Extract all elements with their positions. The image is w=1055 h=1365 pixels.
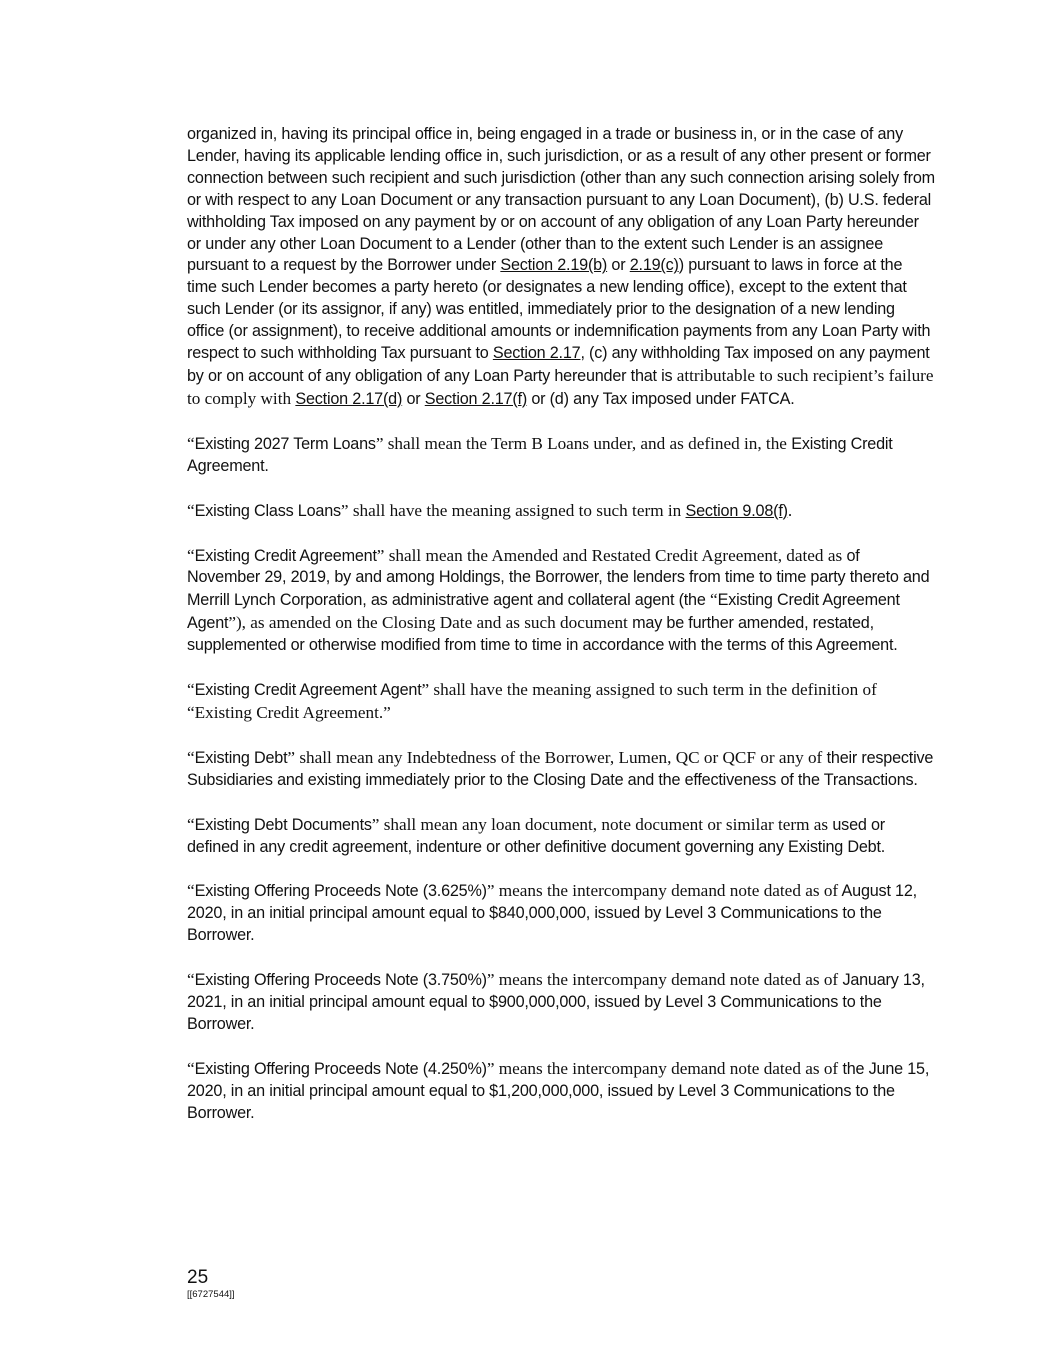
definition-existing-2027-term-loans bbox=[187, 433, 935, 478]
section-reference: Section 9.08(f) bbox=[685, 501, 788, 520]
definition-existing-class-loans bbox=[187, 500, 935, 523]
text-run: Existing Credit Agreement Agent bbox=[194, 681, 422, 700]
page-number: 25 bbox=[187, 1267, 209, 1288]
text-run: ” means the intercompany demand note dated as of bbox=[486, 881, 839, 901]
text-run: “ bbox=[187, 747, 195, 767]
text-run: their respective Subsidiaries and existing immediately prior to the Closing Date and the effectiveness of the Transactions. bbox=[187, 748, 934, 789]
text-run: or bbox=[402, 389, 425, 408]
definition-offering-note-4250 bbox=[187, 1058, 935, 1125]
text-run: “ bbox=[187, 680, 195, 700]
text-run: “ bbox=[187, 433, 195, 453]
text-run: “ bbox=[187, 814, 195, 834]
text-run: or bbox=[607, 256, 630, 275]
text-run: ” means the intercompany demand note dated as of bbox=[486, 1058, 839, 1078]
text-run: ”), as amended on the Closing Date and as such document bbox=[228, 613, 628, 633]
text-run: used or defined in any credit agreement, indenture or other definitive document governing any Existing Debt. bbox=[187, 815, 886, 856]
text-run: or (d) any Tax imposed under FATCA. bbox=[527, 389, 795, 408]
definition-existing-debt-documents bbox=[187, 814, 935, 859]
definition-offering-note-3625 bbox=[187, 880, 935, 947]
text-run: January 13, 2021, in an initial principal amount equal to $900,000,000, issued by Level 3 Communications to the Borrower. bbox=[187, 971, 925, 1033]
text-run: organized in, having its principal office in, being engaged in a trade or business in, or in the case of any Lender, having its applicable lending office in, such jurisdiction, or as a result of any other present or former connection between such recipient and such jurisdiction (other than any such connection arising solely from or with respect to any Loan Document or any transaction pursuant to any Loan Document), (b) U.S. federal withholding Tax imposed on any payment by or on account of any obligation of any Loan Party hereunder or under any other Loan Document to a Lender (other than to the extent such Lender is an assignee pursuant to a request by the Borrower under bbox=[187, 125, 935, 275]
text-run: ” shall mean the Term B Loans under, and as defined in, the bbox=[375, 433, 787, 453]
text-run: ” means the intercompany demand note dated as of bbox=[486, 970, 839, 990]
section-reference: Section 2.17(d) bbox=[295, 389, 403, 408]
definition-offering-note-3750 bbox=[187, 969, 935, 1036]
text-run: . bbox=[787, 500, 793, 520]
text-run: Existing Offering Proceeds Note (3.625%) bbox=[194, 882, 487, 901]
section-reference: Section 2.17(f) bbox=[424, 389, 528, 408]
text-run: ” shall mean the Amended and Restated Credit Agreement, dated as bbox=[376, 545, 843, 565]
section-reference: Section 2.17 bbox=[492, 344, 581, 363]
text-run: Existing 2027 Term Loans bbox=[194, 434, 376, 453]
text-run: Existing Credit Agreement Agent bbox=[187, 591, 900, 633]
text-run: Existing Offering Proceeds Note (3.750%) bbox=[194, 971, 487, 990]
text-run: of November 29, 2019, by and among Holdings, the Borrower, the lenders from time to time party thereto and Merrill Lynch Corporation, as administrative agent and collateral agent (the bbox=[187, 546, 930, 610]
text-run: “ bbox=[709, 590, 718, 610]
text-run: ” shall mean any loan document, note document or similar term as bbox=[371, 814, 829, 834]
text-run: ” shall have the meaning assigned to such term in bbox=[340, 500, 686, 520]
text-run: Existing Debt bbox=[194, 748, 288, 767]
text-run: “ bbox=[187, 1058, 195, 1078]
page-footer bbox=[187, 1267, 235, 1301]
text-run: “ bbox=[187, 970, 195, 990]
text-run: “ bbox=[187, 500, 195, 520]
definition-existing-debt bbox=[187, 747, 935, 792]
definition-existing-credit-agreement-agent bbox=[187, 679, 935, 725]
text-run: may be further amended, restated, supplemented or otherwise modified from time to time in accordance with the terms of this Agreement. bbox=[187, 614, 898, 655]
text-run: , (c) any withholding Tax imposed on any payment by or on account of any obligation of any Loan Party hereunder that is bbox=[187, 344, 930, 385]
text-run: ” shall mean any Indebtedness of the Borrower, Lumen, QC or QCF or any of bbox=[287, 747, 823, 767]
section-reference: Section 2.19(b) bbox=[500, 256, 608, 275]
text-run: Existing Credit Agreement bbox=[194, 546, 377, 565]
text-run: attributable to such recipient’s failure to comply with bbox=[187, 365, 934, 408]
text-run: Existing Credit Agreement. bbox=[187, 434, 893, 475]
text-run: ” shall have the meaning assigned to such term in the definition of “Existing Credit Agreement.” bbox=[187, 680, 877, 722]
section-reference: 2.19(c) bbox=[629, 256, 679, 275]
text-run: ) pursuant to laws in force at the time such Lender becomes a party hereto (or designates a new lending office), except to the extent that such Lender (or its assignor, if any) was entitled, immediately prior to the designation of a new lending office (or assignment), to receive additional amounts or indemnification payments from any Loan Party with respect to such withholding Tax pursuant to bbox=[187, 256, 931, 363]
page-body bbox=[187, 124, 935, 1147]
document-id: [[6727544]] bbox=[187, 1289, 235, 1300]
text-run: “ bbox=[187, 545, 195, 565]
definition-existing-credit-agreement bbox=[187, 545, 935, 658]
text-run: “ bbox=[187, 881, 195, 901]
text-run: Existing Class Loans bbox=[194, 501, 341, 520]
text-run: Existing Offering Proceeds Note (4.250%) bbox=[194, 1059, 487, 1078]
text-run: August 12, 2020, in an initial principal amount equal to $840,000,000, issued by Level 3 Communications to the Borrower. bbox=[187, 882, 917, 945]
text-run: the June 15, 2020, in an initial principal amount equal to $1,200,000,000, issued by Level 3 Communications to the Borrower. bbox=[187, 1059, 930, 1122]
text-run: Existing Debt Documents bbox=[194, 815, 372, 834]
paragraph-fatca-tail bbox=[187, 124, 935, 411]
